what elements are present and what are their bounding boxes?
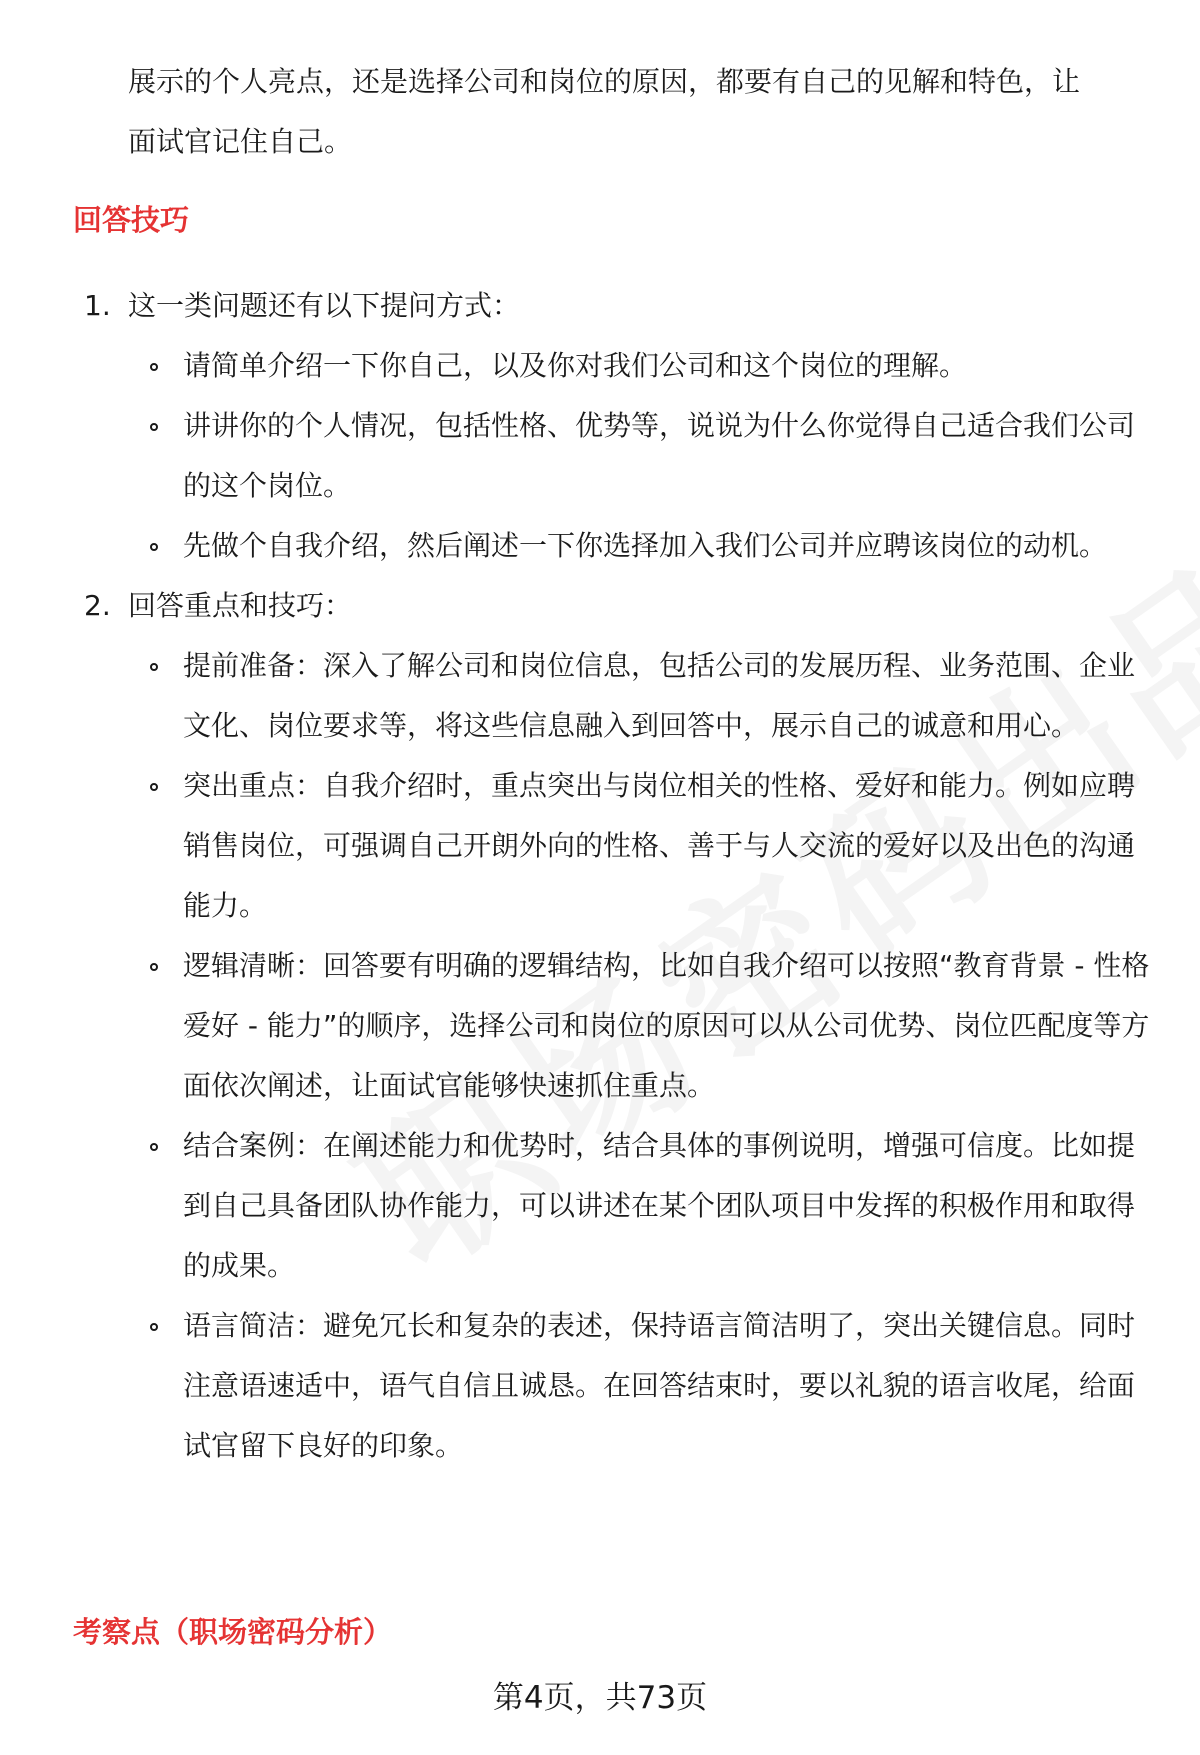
sub-item [0, 396, 1200, 516]
sub-item [0, 756, 1200, 936]
list-number: 2. [84, 589, 111, 622]
list-number: 1. [84, 289, 111, 322]
sub-item-text: 逻辑清晰：回答要有明确的逻辑结构，比如自我介绍可以按照“教育背景 - 性格爱好 - 能力”的顺序，选择公司和岗位的原因可以从公司优势、岗位匹配度等方面依次阐述，让面试官能够快速抓住重点。 [183, 949, 1150, 1102]
sub-item-text: 请简单介绍一下你自己，以及你对我们公司和这个岗位的理解。 [183, 349, 968, 382]
sub-item-text: 语言简洁：避免冗长和复杂的表述，保持语言简洁明了，突出关键信息。同时注意语速适中，语气自信且诚恳。在回答结束时，要以礼貌的语言收尾，给面试官留下良好的印象。 [183, 1309, 1136, 1462]
bullet-circle-icon [150, 543, 158, 551]
sub-item-text: 讲讲你的个人情况，包括性格、优势等，说说为什么你觉得自己适合我们公司的这个岗位。 [183, 409, 1136, 502]
list-item-title: 回答重点和技巧： [128, 589, 353, 622]
sub-item [0, 516, 1200, 576]
bullet-circle-icon [150, 363, 158, 371]
bullet-circle-icon [150, 423, 158, 431]
bullet-circle-icon [150, 663, 158, 671]
sub-item-text: 突出重点：自我介绍时，重点突出与岗位相关的性格、爱好和能力。例如应聘销售岗位，可强调自己开朗外向的性格、善于与人交流的爱好以及出色的沟通能力。 [183, 769, 1136, 922]
list-item-title: 这一类问题还有以下提问方式： [128, 289, 521, 322]
bullet-circle-icon [150, 1323, 158, 1331]
sub-item [0, 636, 1200, 756]
sub-item [0, 336, 1200, 396]
list-item-1 [0, 276, 1200, 336]
intro-line-1: 展示的个人亮点，还是选择公司和岗位的原因，都要有自己的见解和特色，让 [128, 65, 1081, 98]
section-heading-answer-tips: 回答技巧 [73, 203, 190, 237]
tips-list [0, 276, 1200, 1476]
sub-item-text: 结合案例：在阐述能力和优势时，结合具体的事例说明，增强可信度。比如提到自己具备团队协作能力，可以讲述在某个团队项目中发挥的积极作用和取得的成果。 [183, 1129, 1136, 1282]
list-item-2 [0, 576, 1200, 636]
bullet-circle-icon [150, 783, 158, 791]
intro-paragraph [128, 52, 1158, 172]
sub-item [0, 1296, 1200, 1476]
bullet-circle-icon [150, 963, 158, 971]
page-number: 第4页，共73页 [492, 1680, 708, 1716]
bullet-circle-icon [150, 1143, 158, 1151]
sub-item [0, 936, 1200, 1116]
sub-item-text: 提前准备：深入了解公司和岗位信息，包括公司的发展历程、业务范围、企业文化、岗位要求等，将这些信息融入到回答中，展示自己的诚意和用心。 [183, 649, 1136, 742]
section-heading-assessment: 考察点（职场密码分析） [73, 1615, 393, 1649]
sub-item [0, 1116, 1200, 1296]
sub-item-text: 先做个自我介绍，然后阐述一下你选择加入我们公司并应聘该岗位的动机。 [183, 529, 1108, 562]
intro-line-2: 面试官记住自己。 [128, 125, 353, 158]
